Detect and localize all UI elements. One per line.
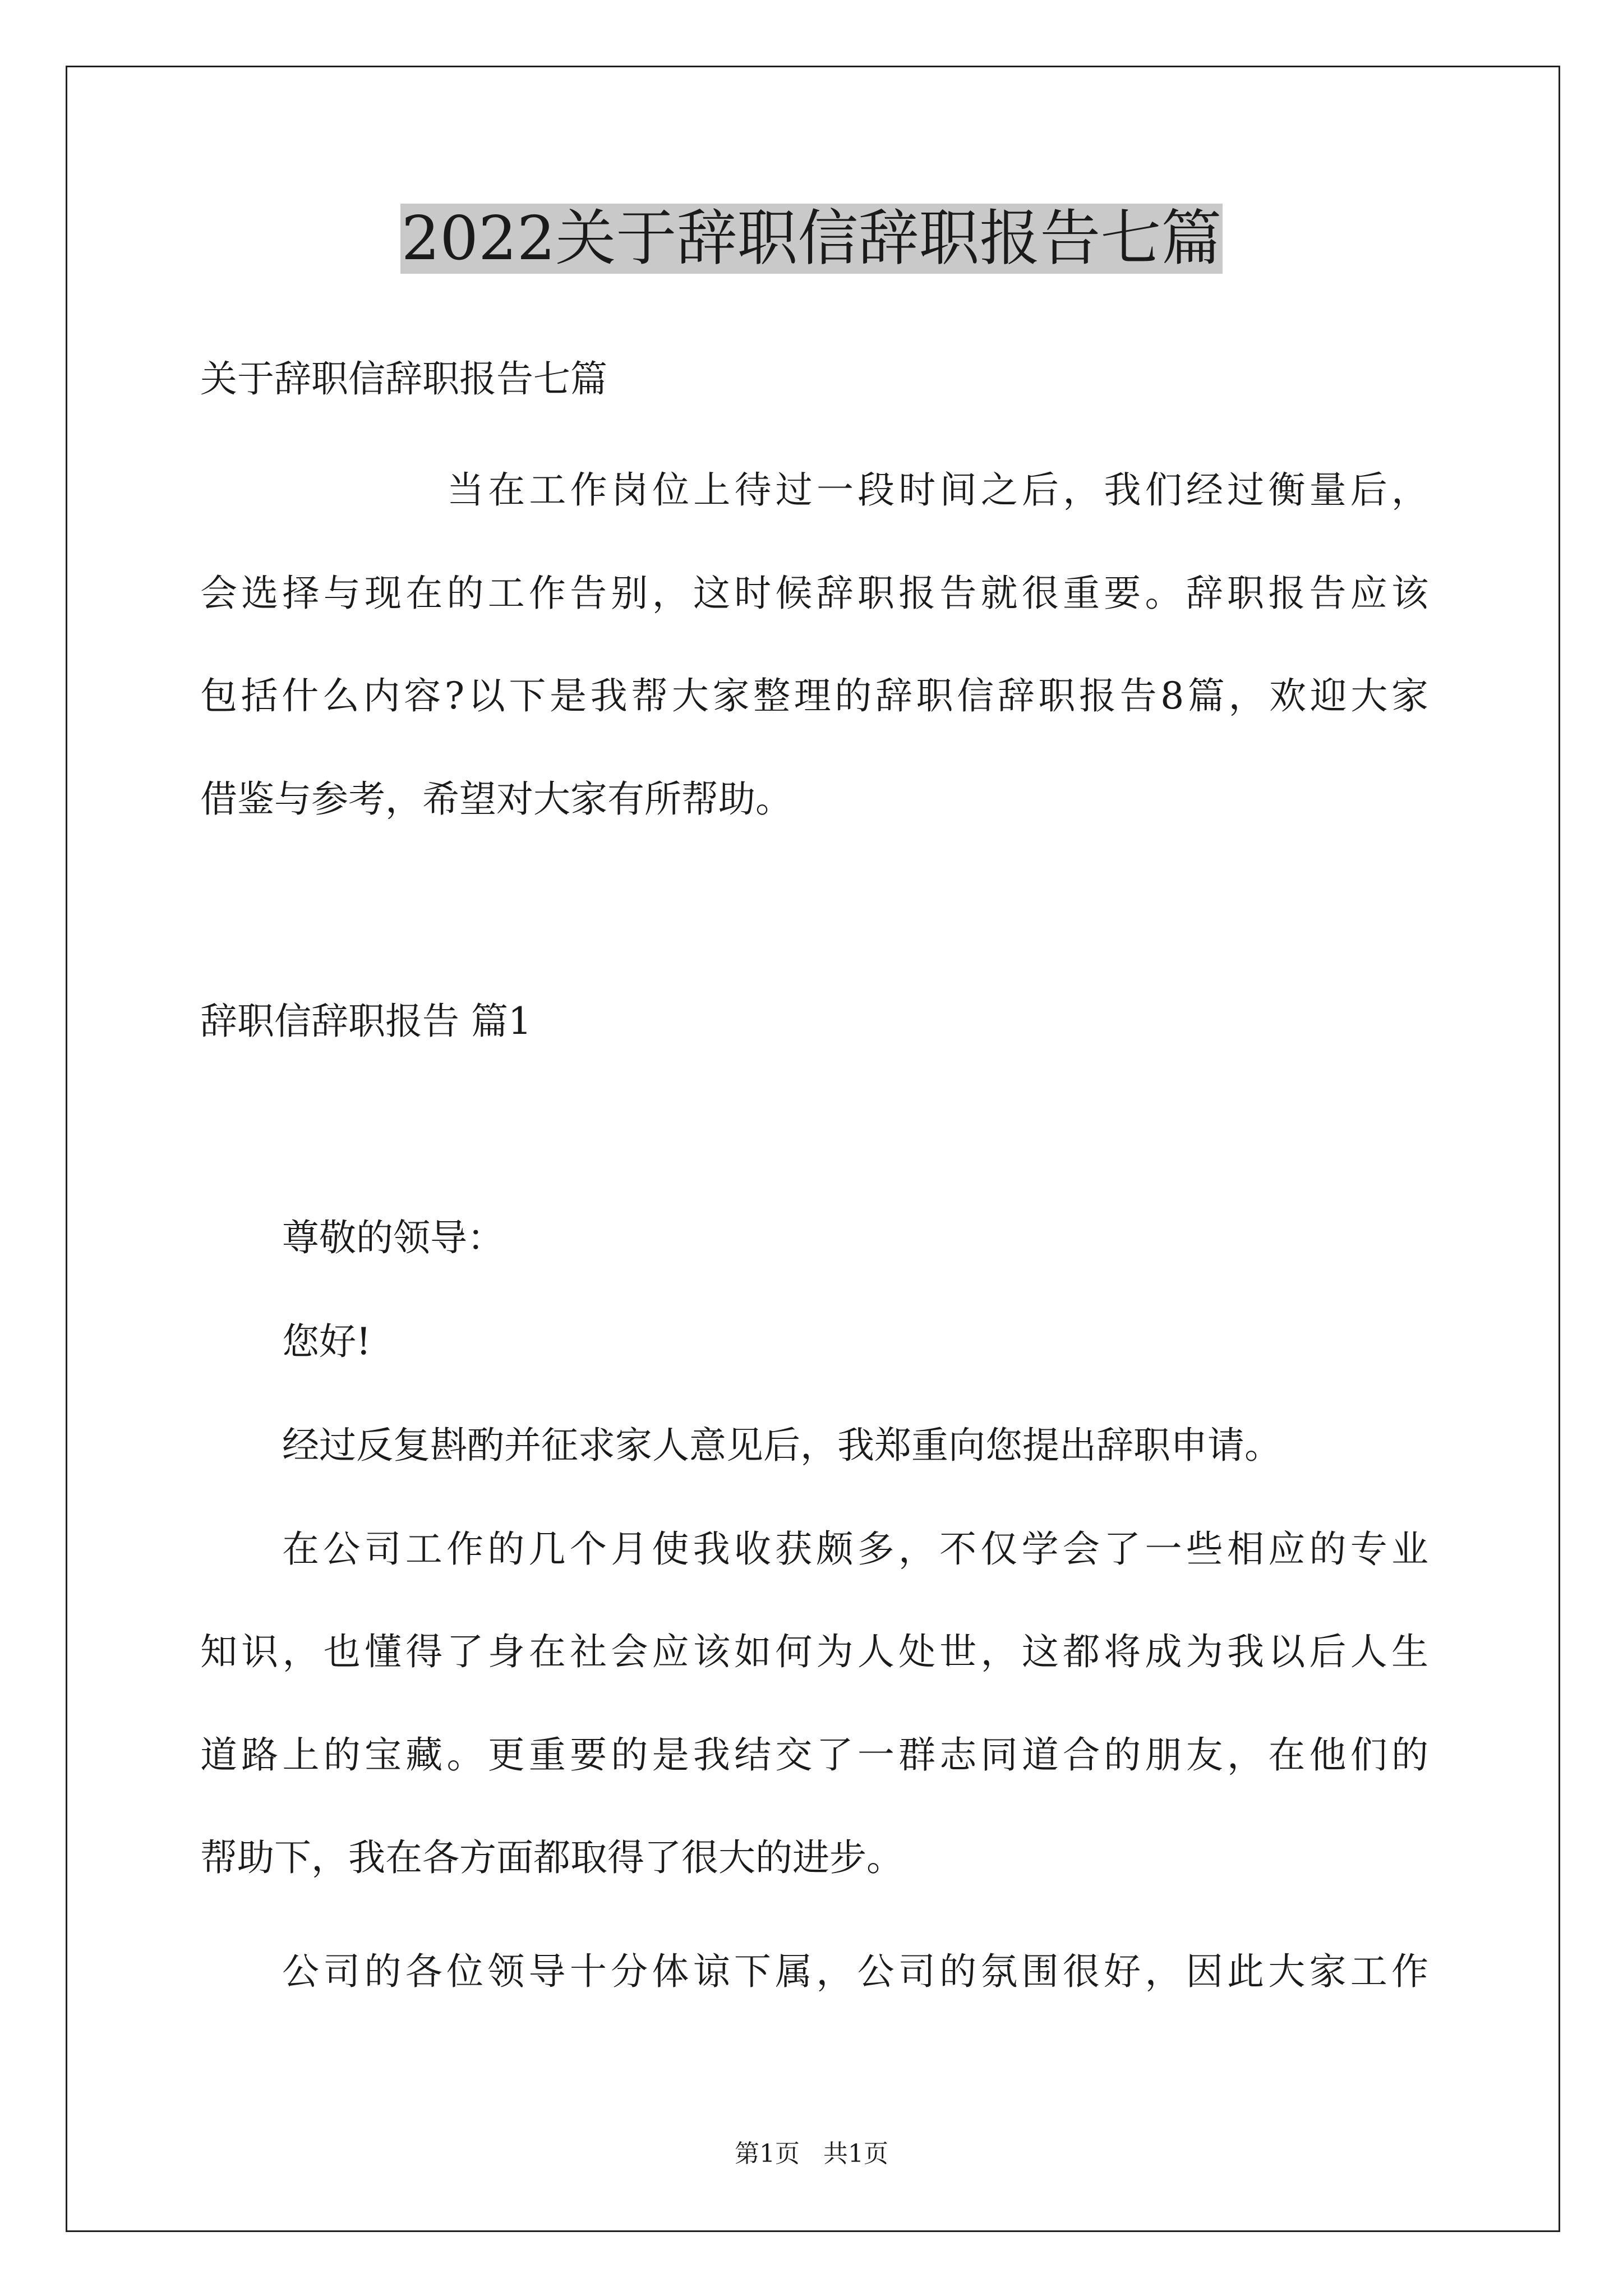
document-title [0,200,1623,278]
letter-paragraph-2-line-3: 道路上的宝藏。更重要的是我结交了一群志同道合的朋友，在他们的 [200,1733,1428,1777]
letter-paragraph-2-line-2: 知识，也懂得了身在社会应该如何为人处世，这都将成为我以后人生 [200,1630,1428,1673]
letter-paragraph-2-line-4: 帮助下，我在各方面都取得了很大的进步。 [200,1836,903,1879]
subtitle: 关于辞职信辞职报告七篇 [200,357,607,401]
letter-salutation: 尊敬的领导： [282,1216,504,1259]
section-heading: 辞职信辞职报告 篇1 [200,1000,532,1043]
letter-greeting: 您好! [282,1320,371,1363]
intro-line-1: 当在工作岗位上待过一段时间之后，我们经过衡量后， [447,468,1428,512]
intro-line-4: 借鉴与参考，希望对大家有所帮助。 [200,777,792,821]
letter-paragraph-2-line-1: 在公司工作的几个月使我收获颇多，不仅学会了一些相应的专业 [282,1527,1428,1571]
letter-paragraph-3-line-1: 公司的各位领导十分体谅下属，公司的氛围很好，因此大家工作 [282,1950,1428,1993]
intro-line-2: 会选择与现在的工作告别，这时候辞职报告就很重要。辞职报告应该 [200,572,1428,615]
letter-paragraph-1: 经过反复斟酌并征求家人意见后，我郑重向您提出辞职申请。 [282,1424,1281,1467]
page-footer: 第1页 共1页 [735,2139,888,2168]
intro-line-3: 包括什么内容?以下是我帮大家整理的辞职信辞职报告8篇，欢迎大家 [200,674,1428,717]
document-title-text: 2022关于辞职信辞职报告七篇 [401,204,1222,274]
